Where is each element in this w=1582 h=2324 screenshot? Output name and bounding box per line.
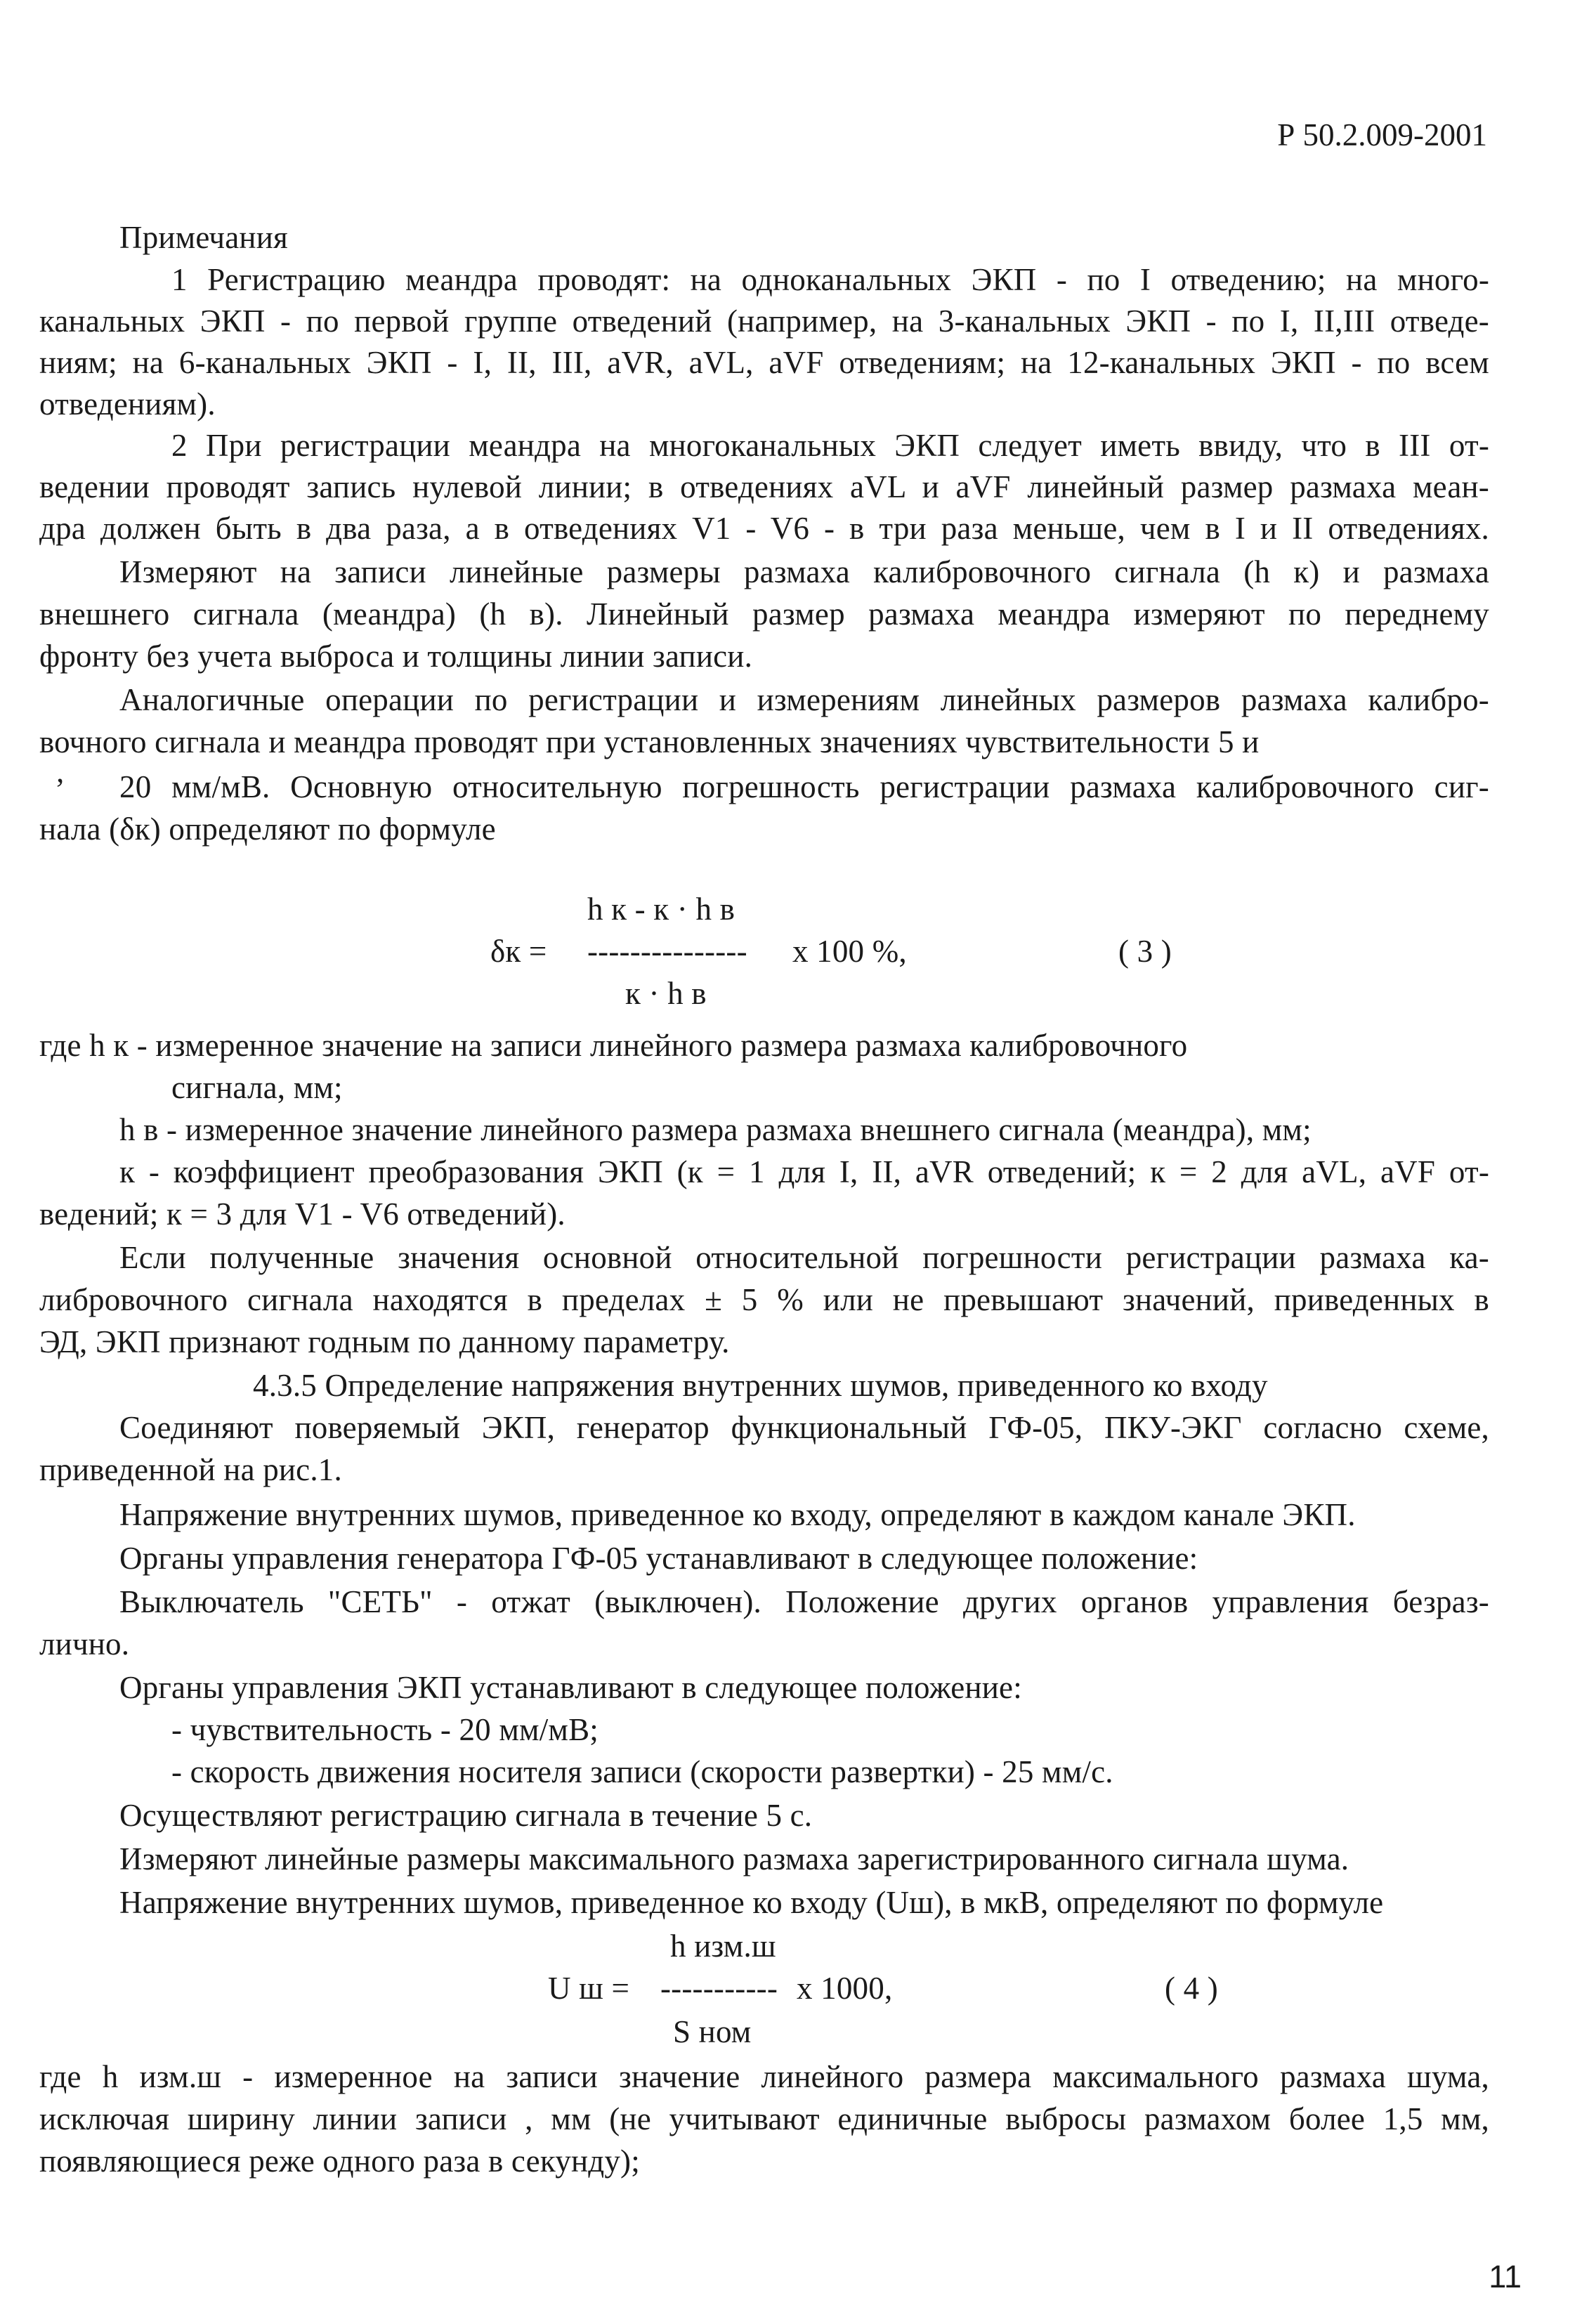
text-line: вочного сигнала и меандра проводят при установленных значениях чувствительности 5 и	[39, 724, 1260, 759]
text-line: 1 Регистрацию меандра проводят: на одноканальных ЭКП - по I отведению; на много-	[171, 262, 1489, 297]
text-line: h в - измеренное значение линейного размера размаха внешнего сигнала (меандра), мм;	[119, 1112, 1312, 1147]
page-number: 11	[1489, 2259, 1522, 2294]
formula4-number: ( 4 )	[1165, 1971, 1218, 2006]
text-line: Осуществляют регистрацию сигнала в течение 5 с.	[119, 1798, 813, 1833]
text-line: Напряжение внутренних шумов, приведенное ко входу (Uш), в мкВ, определяют по формуле	[119, 1885, 1384, 1920]
text-line: Измеряют на записи линейные размеры размаха калибровочного сигнала (h к) и размаха	[119, 554, 1489, 589]
formula3-numerator: h к - к · h в	[587, 892, 736, 927]
text-line: исключая ширину линии записи , мм (не учитывают единичные выбросы размахом более 1,5 мм,	[39, 2101, 1489, 2136]
margin-tick-mark: ʼ	[55, 772, 65, 807]
formula4-denominator: S ном	[673, 2014, 752, 2049]
notes-heading: Примечания	[119, 220, 288, 255]
text-line: нала (δк) определяют по формуле	[39, 811, 496, 847]
text-line: Напряжение внутренних шумов, приведенное ко входу, определяют в каждом канале ЭКП.	[119, 1497, 1356, 1532]
text-line: внешнего сигнала (меандра) (h в). Линейный размер размаха меандра измеряют по переднему	[39, 596, 1489, 632]
list-item: - скорость движения носителя записи (скорости развертки) - 25 мм/с.	[171, 1754, 1113, 1789]
text-line: Измеряют линейные размеры максимального размаха зарегистрированного сигнала шума.	[119, 1841, 1349, 1876]
text-line: где h к - измеренное значение на записи линейного размера размаха калибровочного	[39, 1028, 1188, 1063]
list-item: - чувствительность - 20 мм/мВ;	[171, 1712, 599, 1747]
text-line: Выключатель "СЕТЬ" - отжат (выключен). Положение других органов управления безраз-	[119, 1584, 1489, 1619]
text-line: появляющиеся реже одного раза в секунду);	[39, 2143, 640, 2179]
text-line: к - коэффициент преобразования ЭКП (к = 1 для I, II, aVR отведений; к = 2 для aVL, aVF от-	[119, 1154, 1489, 1189]
text-line: Аналогичные операции по регистрации и измерениям линейных размеров размаха калибро-	[119, 682, 1489, 717]
text-line: дра должен быть в два раза, а в отведениях V1 - V6 - в три раза меньше, чем в I и II отведениях.	[39, 511, 1489, 546]
text-line: отведениям).	[39, 386, 216, 422]
formula3-fraction-bar: ---------------	[587, 934, 747, 969]
section-heading: 4.3.5 Определение напряжения внутренних шумов, приведенного ко входу	[253, 1368, 1268, 1403]
text-line: либровочного сигнала находятся в пределах ± 5 % или не превышают значений, приведенных в	[39, 1282, 1489, 1317]
text-line: лично.	[39, 1626, 130, 1662]
text-line: Соединяют поверяемый ЭКП, генератор функциональный ГФ-05, ПКУ-ЭКГ согласно схеме,	[119, 1410, 1489, 1445]
text-line: Органы управления генератора ГФ-05 устанавливают в следующее положение:	[119, 1541, 1198, 1576]
formula3-denominator: к · h в	[625, 976, 707, 1011]
text-line: где h изм.ш - измеренное на записи значение линейного размера максимального размаха шума,	[39, 2059, 1489, 2094]
text-line: 2 При регистрации меандра на многоканальных ЭКП следует иметь ввиду, что в III от-	[171, 428, 1489, 463]
text-line: Органы управления ЭКП устанавливают в следующее положение:	[119, 1670, 1022, 1705]
formula4-multiplier: х 1000,	[797, 1971, 893, 2006]
text-line: Если полученные значения основной относительной погрешности регистрации размаха ка-	[119, 1240, 1489, 1275]
text-line: ниям; на 6-канальных ЭКП - I, II, III, aVR, aVL, aVF отведениям; на 12-канальных ЭКП - по всем	[39, 345, 1489, 380]
text-line: ведений; к = 3 для V1 - V6 отведений).	[39, 1196, 566, 1232]
document-number: Р 50.2.009-2001	[1277, 117, 1487, 152]
text-line: сигнала, мм;	[171, 1070, 343, 1105]
formula4-fraction-bar: -----------	[660, 1971, 778, 2006]
formula3-lhs: δк =	[490, 934, 547, 969]
text-line: ЭД, ЭКП признают годным по данному параметру.	[39, 1324, 730, 1359]
formula3-multiplier: х 100 %,	[792, 934, 907, 969]
formula4-lhs: U ш =	[548, 1971, 630, 2006]
text-line: 20 мм/мВ. Основную относительную погрешность регистрации размаха калибровочного сиг-	[119, 769, 1489, 804]
text-line: ведении проводят запись нулевой линии; в отведениях aVL и aVF линейный размер размаха меан-	[39, 469, 1489, 504]
text-line: фронту без учета выброса и толщины линии записи.	[39, 639, 753, 674]
text-line: приведенной на рис.1.	[39, 1452, 342, 1487]
formula3-number: ( 3 )	[1118, 934, 1172, 969]
text-line: канальных ЭКП - по первой группе отведений (например, на 3-канальных ЭКП - по I, II,III отведе-	[39, 303, 1489, 339]
formula4-numerator: h изм.ш	[670, 1928, 776, 1964]
